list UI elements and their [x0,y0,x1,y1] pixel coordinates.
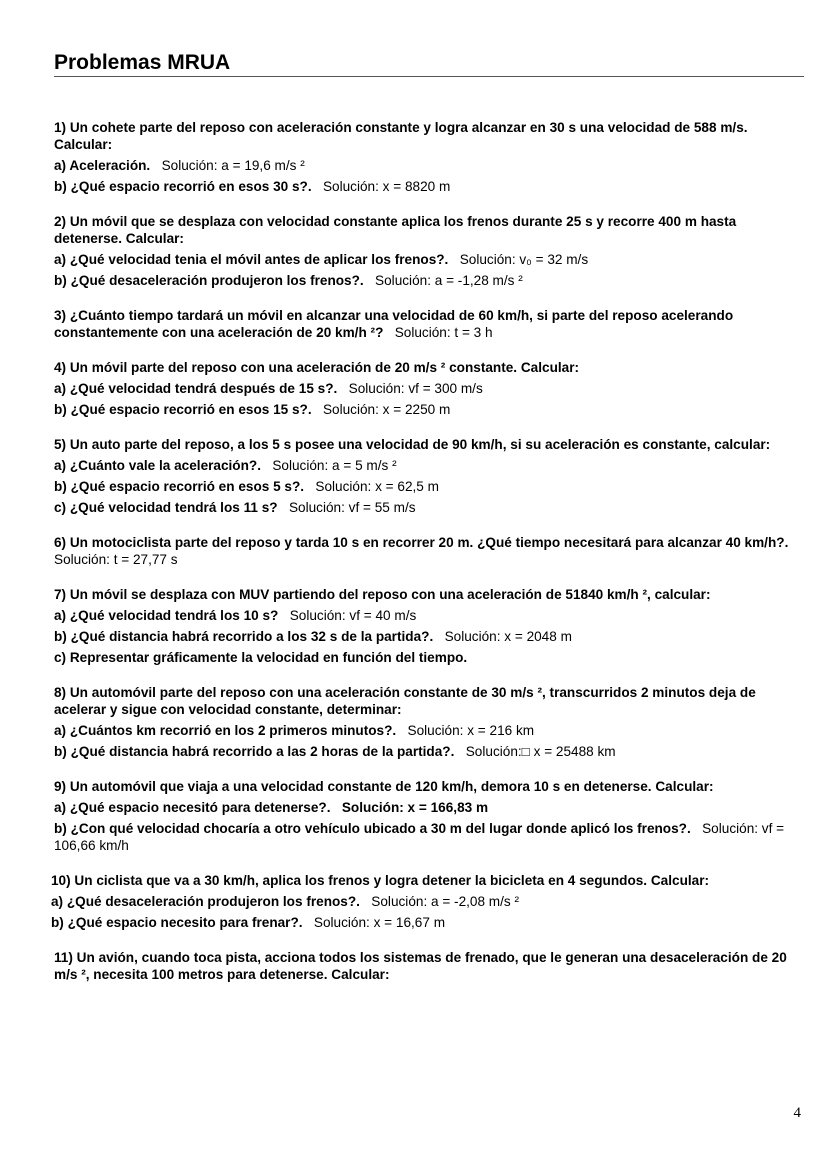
problem-7 [54,586,804,666]
question-text: a) ¿Qué velocidad tendrá después de 15 s?. [54,381,338,396]
question-text: c) ¿Qué velocidad tendrá los 11 s? [54,500,278,515]
solution-text: Solución: x = 2250 m [322,402,451,417]
problem-line [54,401,804,418]
problem-line [54,649,804,666]
question-text: b) ¿Qué espacio recorrió en esos 15 s?. [54,402,312,417]
question-text: 1) Un cohete parte del reposo con aceleración constante y logra alcanzar en 30 s una velocidad de 588 m/s. Calcular: [54,120,748,152]
question-text: a) Aceleración. [54,158,151,173]
problem-line [54,684,804,718]
question-text: 6) Un motociclista parte del reposo y tarda 10 s en recorrer 20 m. ¿Qué tiempo necesitará para alcanzar 40 km/h?. [54,535,789,550]
problem-line [54,722,804,739]
question-text: a) ¿Qué desaceleración produjeron los frenos?. [51,894,360,909]
problem-line [54,178,804,195]
problem-8 [54,684,804,760]
solution-text: Solución: x = 8820 m [322,179,451,194]
problem-line [54,820,804,854]
question-text: 2) Un móvil que se desplaza con velocidad constante aplica los frenos durante 25 s y recorre 400 m hasta detenerse. Calcular: [54,214,737,246]
problem-4 [54,359,804,418]
problem-line [54,157,804,174]
problem-line [54,628,804,645]
question-text: 3) ¿Cuánto tiempo tardará un móvil en alcanzar una velocidad de 60 km/h, si parte del reposo acelerando constantemente con una aceleración de 20 km/h ²? [54,308,734,340]
problem-line [54,478,804,495]
problem-line [54,380,804,397]
solution-text: Solución: vf = 55 m/s [288,500,416,515]
question-text: 8) Un automóvil parte del reposo con una aceleración constante de 30 m/s ², transcurridos 2 minutos deja de acelerar y sigue con velocidad constante, determinar: [54,685,756,717]
problem-line [54,272,804,289]
solution-text: Solución: vf = 300 m/s [348,381,483,396]
question-text: b) ¿Con qué velocidad chocaría a otro vehículo ubicado a 30 m del lugar donde aplicó los frenos?. [54,821,691,836]
problem-list [51,119,804,1001]
problem-line [54,586,804,603]
question-text: b) ¿Qué espacio recorrió en esos 30 s?. [54,179,312,194]
problem-line [54,307,804,341]
question-text: a) ¿Qué espacio necesitó para detenerse?. [54,800,331,815]
solution-text: Solución: x = 2048 m [444,629,572,644]
problem-9 [54,778,804,854]
question-text: a) ¿Cuánto vale la aceleración?. [54,458,261,473]
question-text: b) ¿Qué desaceleración produjeron los frenos?. [54,273,364,288]
question-text: a) ¿Qué velocidad tendrá los 10 s? [54,608,279,623]
solution-text: Solución: v₀ = 32 m/s [459,252,589,267]
question-text: 11) Un avión, cuando toca pista, acciona todos los sistemas de frenado, que le generan una desaceleración de 20 m/s ², necesita 100 metros para detenerse. Calcular: [54,950,787,982]
question-text: a) ¿Qué velocidad tenia el móvil antes de aplicar los frenos?. [54,252,449,267]
solution-text: Solución: x = 216 km [407,723,535,738]
solution-text: Solución: a = 19,6 m/s ² [161,158,305,173]
problem-line [54,743,804,760]
question-text: b) ¿Qué espacio recorrió en esos 5 s?. [54,479,305,494]
solution-text: Solución: x = 16,67 m [313,915,446,930]
solution-text: Solución: x = 166,83 m [341,800,489,815]
problem-line [54,607,804,624]
question-text: 5) Un auto parte del reposo, a los 5 s posee una velocidad de 90 km/h, si su aceleración es constante, calcular: [54,437,771,452]
problem-2 [54,213,804,289]
question-text: 4) Un móvil parte del reposo con una aceleración de 20 m/s ² constante. Calcular: [54,360,580,375]
question-text: 7) Un móvil se desplaza con MUV partiendo del reposo con una aceleración de 51840 km/h ², calcular: [54,587,711,602]
problem-1 [54,119,804,195]
solution-text: Solución:□ x = 25488 km [465,744,616,759]
solution-text: Solución: a = -1,28 m/s ² [375,273,523,288]
problem-3 [54,307,804,341]
question-text: 9) Un automóvil que viaja a una velocidad constante de 120 km/h, demora 10 s en detenerse. Calcular: [54,779,714,794]
question-text: b) ¿Qué distancia habrá recorrido a las 2 horas de la partida?. [54,744,455,759]
problem-line [54,499,804,516]
page-number: 4 [793,1105,801,1121]
problem-line [54,119,804,153]
question-text: 10) Un ciclista que va a 30 km/h, aplica los frenos y logra detener la bicicleta en 4 segundos. Calcular: [51,873,710,888]
page-title: Problemas MRUA [54,50,804,77]
solution-text: Solución: t = 3 h [394,325,493,340]
problem-line [54,457,804,474]
solution-text: Solución: x = 62,5 m [315,479,439,494]
question-text: a) ¿Cuántos km recorrió en los 2 primeros minutos?. [54,723,397,738]
problem-line [54,436,804,453]
problem-line [54,949,804,983]
question-text: b) ¿Qué distancia habrá recorrido a los 32 s de la partida?. [54,629,434,644]
question-text: b) ¿Qué espacio necesito para frenar?. [51,915,303,930]
problem-line [54,534,804,568]
problem-line [51,914,804,931]
problem-line [54,359,804,376]
problem-line [54,778,804,795]
problem-6 [54,534,804,568]
problem-10 [51,872,804,931]
problem-11 [54,949,804,983]
problem-line [54,213,804,247]
question-text: c) Representar gráficamente la velocidad en función del tiempo. [54,650,468,665]
solution-text: Solución: a = 5 m/s ² [272,458,397,473]
problem-line [54,799,804,816]
solution-text: Solución: a = -2,08 m/s ² [371,894,520,909]
problem-line [51,872,804,889]
solution-text: Solución: vf = 106,66 km/h [54,821,785,853]
problem-line [51,893,804,910]
problem-line [54,251,804,268]
solution-text: Solución: vf = 40 m/s [289,608,417,623]
solution-text: Solución: t = 27,77 s [54,552,178,567]
problem-5 [54,436,804,516]
